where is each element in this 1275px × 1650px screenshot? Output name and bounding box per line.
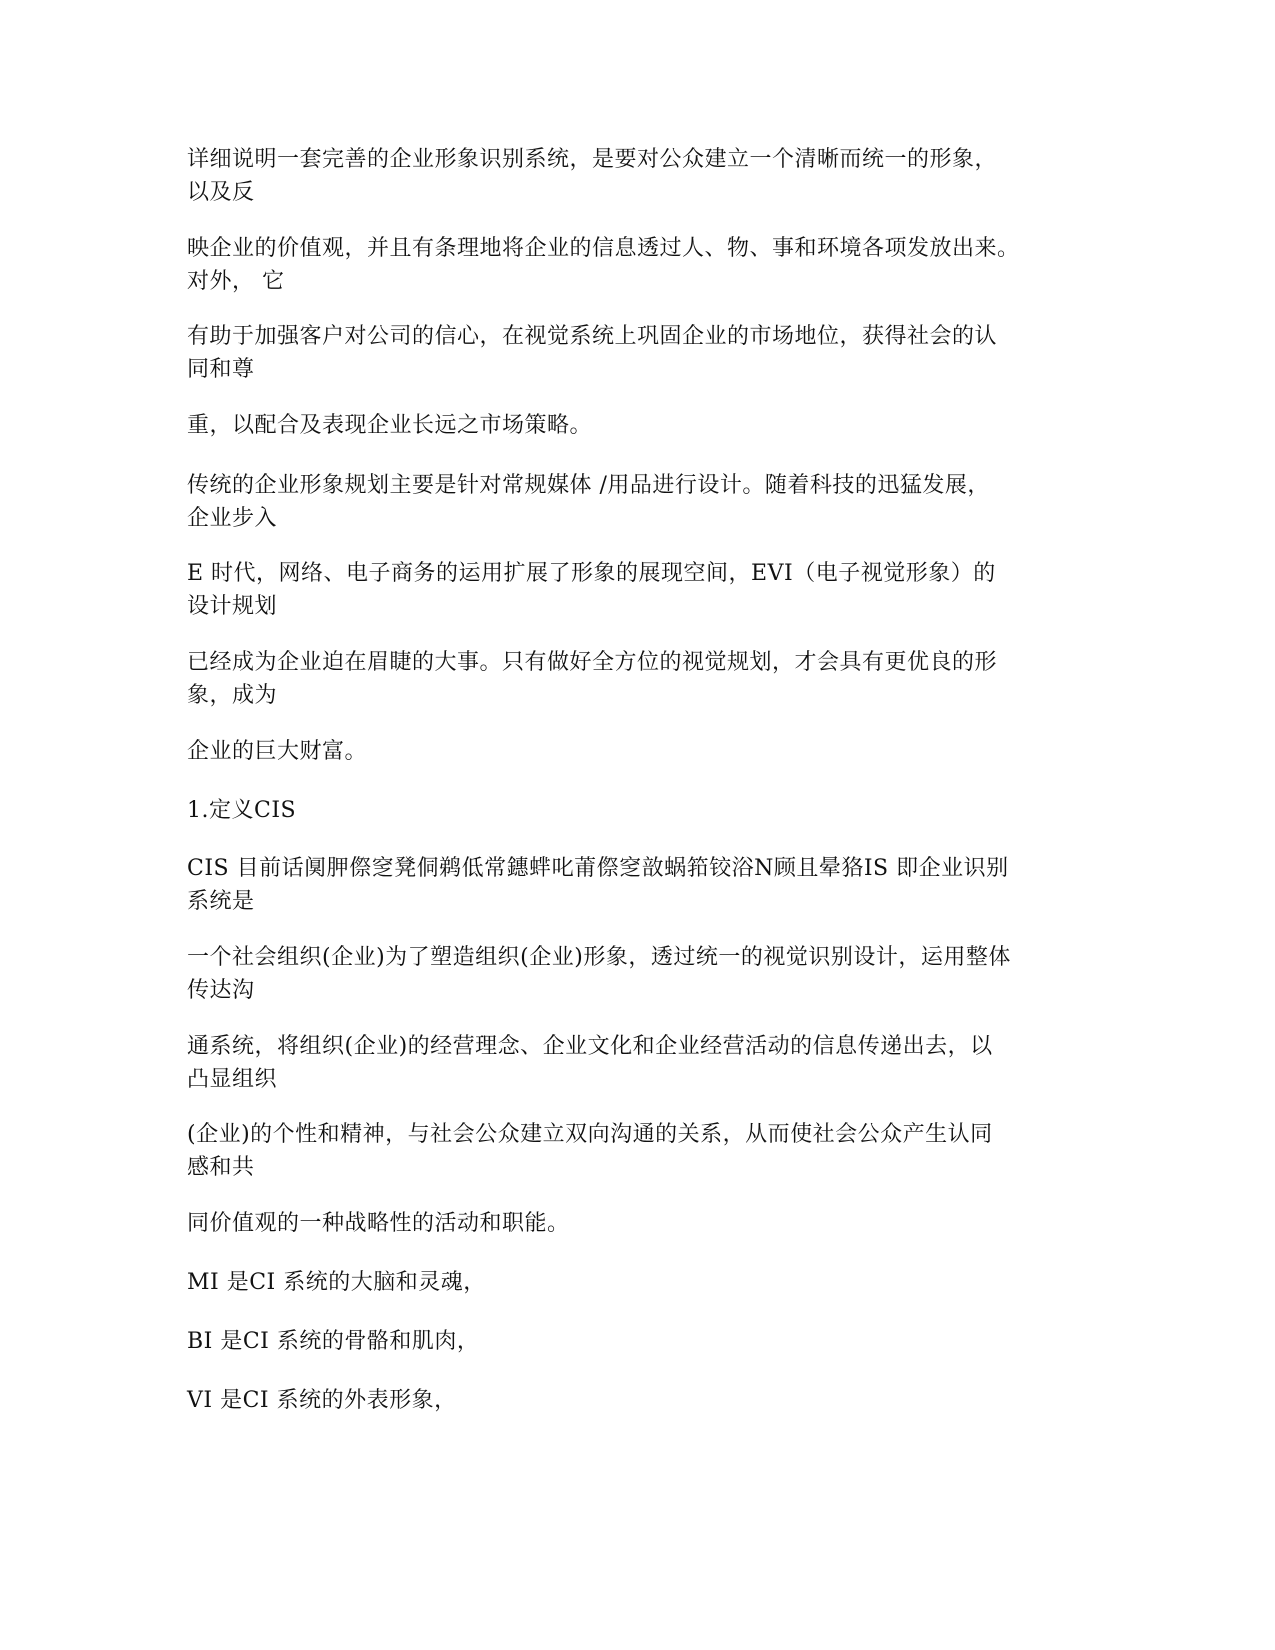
paragraph-7 — [187, 646, 1087, 712]
paragraph-vi — [187, 1384, 1087, 1417]
paragraph-3 — [187, 320, 1087, 386]
text-line: 详细说明一套完善的企业形象识别系统，是要对公众建立一个清晰而统一的形象， — [187, 147, 998, 172]
text-line: 感和共 — [187, 1155, 255, 1180]
paragraph-4 — [187, 409, 1087, 442]
paragraph-5 — [187, 469, 1087, 535]
text-line: 系统是 — [187, 889, 255, 914]
paragraph-12 — [187, 1118, 1087, 1184]
text-line: 凸显组织 — [187, 1067, 278, 1092]
paragraph-mi — [187, 1266, 1087, 1299]
text-line: (企业)的个性和精神，与社会公众建立双向沟通的关系，从而使社会公众产生认同 — [187, 1122, 993, 1147]
text-line: 企业的巨大财富。 — [187, 739, 368, 764]
text-line: 对外， 它 — [187, 269, 285, 294]
paragraph-6 — [187, 557, 1087, 623]
text-line: 传达沟 — [187, 978, 255, 1003]
text-line: 一个社会组织(企业)为了塑造组织(企业)形象，透过统一的视觉识别设计，运用整体 — [187, 945, 1011, 970]
text-line: 1.定义CIS — [187, 798, 297, 823]
paragraph-2 — [187, 232, 1087, 298]
paragraph-10 — [187, 941, 1087, 1007]
text-line: 以及反 — [187, 180, 255, 205]
text-line: 已经成为企业迫在眉睫的大事。只有做好全方位的视觉规划，才会具有更优良的形 — [187, 650, 998, 675]
text-line: 映企业的价值观，并且有条理地将企业的信息透过人、物、事和环境各项发放出来。 — [187, 236, 1020, 261]
text-line: 重，以配合及表现企业长远之市场策略。 — [187, 413, 593, 438]
paragraph-1 — [187, 143, 1087, 209]
text-line: 通系统，将组织(企业)的经营理念、企业文化和企业经营活动的信息传递出去，以 — [187, 1034, 993, 1059]
paragraph-11 — [187, 1030, 1087, 1096]
text-line: 同价值观的一种战略性的活动和职能。 — [187, 1211, 570, 1236]
paragraph-9 — [187, 852, 1087, 918]
text-line: 有助于加强客户对公司的信心，在视觉系统上巩固企业的市场地位，获得社会的认 — [187, 324, 998, 349]
text-line: 企业步入 — [187, 506, 278, 531]
paragraph-8 — [187, 735, 1087, 768]
paragraph-bi — [187, 1325, 1087, 1358]
text-line: VI 是CI 系统的外表形象， — [187, 1388, 457, 1413]
text-line: 同和尊 — [187, 357, 255, 382]
text-line: 传统的企业形象规划主要是针对常规媒体 /用品进行设计。随着科技的迅猛发展， — [187, 473, 990, 498]
text-line: 设计规划 — [187, 594, 278, 619]
text-line: CIS 目前话阒胛傺窆凳侗鹈低常鏸蝆叱莆傺窆敨蜗筘铰浴Ν顾且晕狢IS 即企业识别 — [187, 856, 1009, 881]
text-line: BI 是CI 系统的骨骼和肌肉， — [187, 1329, 480, 1354]
text-line: MI 是CI 系统的大脑和灵魂， — [187, 1270, 486, 1295]
text-line: 象，成为 — [187, 683, 278, 708]
paragraph-13 — [187, 1207, 1087, 1240]
text-line: E 时代，网络、电子商务的运用扩展了形象的展现空间，EVI（电子视觉形象）的 — [187, 561, 996, 586]
section-heading — [187, 794, 1087, 827]
